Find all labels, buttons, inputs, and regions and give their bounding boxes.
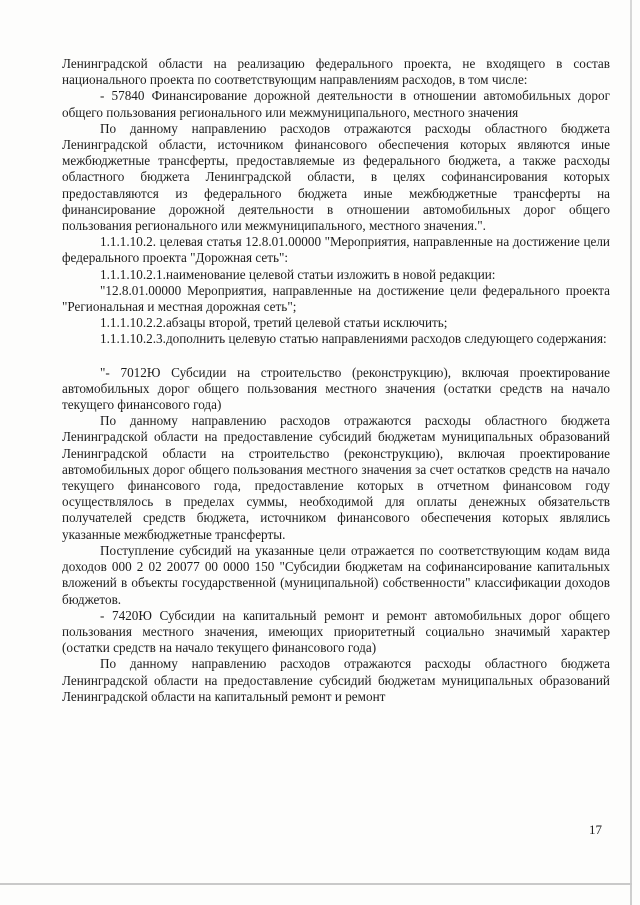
paragraph-new-article-title: "12.8.01.00000 Мероприятия, направленные на достижение цели федерального проекта "Региональная и местная дорожная сеть"; [62, 282, 610, 315]
paragraph-clause-1-1-1-10-2-1: 1.1.1.10.2.1.наименование целевой статьи изложить в новой редакции: [100, 266, 496, 282]
paragraph-clause-1-1-1-10-2-3: 1.1.1.10.2.3.дополнить целевую статью направлениями расходов следующего содержания: [100, 331, 607, 347]
paragraph-continuation: Ленинградской области на реализацию федерального проекта, не входящего в состав национального проекта по соответствующим направлениям расходов, в том числе: [62, 56, 610, 88]
page-number: 17 [589, 822, 602, 837]
paragraph-expense-57840-description: По данному направлению расходов отражаются расходы областного бюджета Ленинградской области, источником финансового обеспечения которых являются иные межбюджетные трансферты, предоставляемые из федерального бюджета, а также расходы областного бюджета Ленинградской области, в целях софинансирования которых предоставляются из федерального бюджета иные межбюджетные трансферты на финансирование дорожной деятельности в отношении автомобильных дорог общего пользования регионального или межмуниципального, местного значения.". [62, 120, 610, 234]
paragraph-clause-1-1-1-10-2-2: 1.1.1.10.2.2.абзацы второй, третий целевой статьи исключить; [100, 315, 448, 331]
paragraph-expense-7012: "- 7012Ю Субсидии на строительство (реконструкцию), включая проектирование автомобильных дорог общего пользования местного значения (остатки средств на начало текущего финансового года) [62, 364, 610, 413]
paragraph-expense-7420-description: По данному направлению расходов отражаются расходы областного бюджета Ленинградской области на предоставление субсидий бюджетам муниципальных образований Ленинградской области на капитальный ремонт и ремонт [62, 656, 610, 704]
paragraph-expense-7420: - 7420Ю Субсидии на капитальный ремонт и ремонт автомобильных дорог общего пользования местного значения, имеющих приоритетный социально значимый характер (остатки средств на начало текущего финансового года) [62, 607, 610, 656]
document-body [62, 56, 610, 705]
paragraph-clause-1-1-1-10-2: 1.1.1.10.2. целевая статья 12.8.01.00000 "Мероприятия, направленные на достижение цели федерального проекта "Дорожная сеть": [62, 234, 610, 266]
paragraph-expense-57840: - 57840 Финансирование дорожной деятельности в отношении автомобильных дорог общего пользования регионального или межмуниципального, местного значения [62, 88, 610, 120]
scan-edge-right [630, 0, 632, 905]
scan-edge-bottom [0, 883, 632, 885]
paragraph-subsidy-income-codes: Поступление субсидий на указанные цели отражается по соответствующим кодам вида доходов 000 2 02 20077 00 0000 150 "Субсидии бюджетам на софинансирование капитальных вложений в объекты государственной (муниципальной) собственности" классификации доходов бюджетов. [62, 542, 610, 607]
paragraph-expense-7012-description: По данному направлению расходов отражаются расходы областного бюджета Ленинградской области на предоставление субсидий бюджетам муниципальных образований Ленинградской области на строительство (реконструкцию), включая проектирование автомобильных дорог общего пользования местного значения за счет остатков средств на начало текущего финансового года, предоставление которых в отчетном финансовом году осуществлялось в пределах суммы, необходимой для оплаты денежных обязательств получателей средств бюджета, источником финансового обеспечения которых являлись указанные межбюджетные трансферты. [62, 413, 610, 542]
